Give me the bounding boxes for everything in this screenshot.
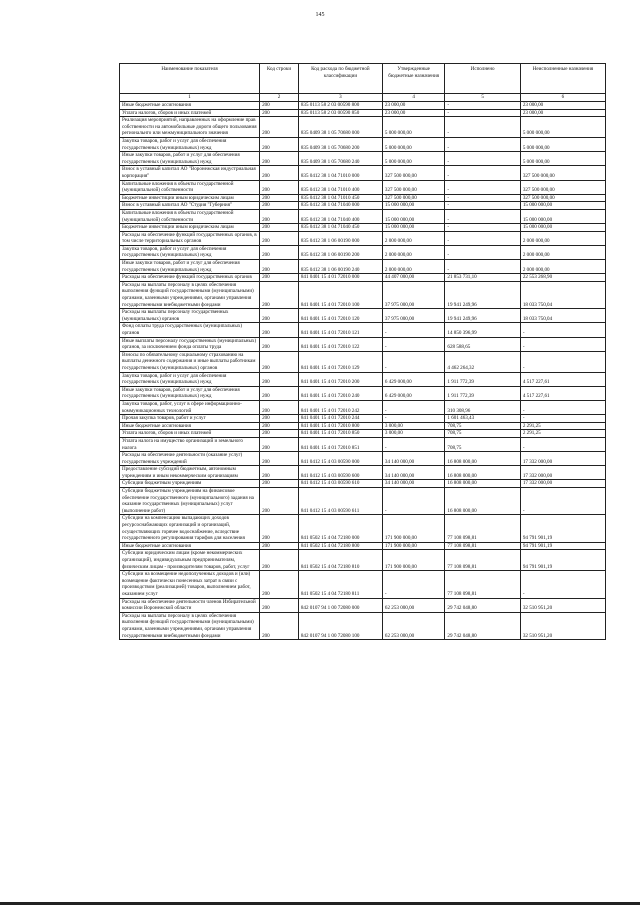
row-remaining: 2 291,25: [520, 422, 605, 430]
row-executed: 16 808 000,00: [445, 488, 520, 515]
row-name: Капитальные вложения в объекты государственной (муниципальной) собственности: [120, 180, 260, 194]
table-row: [120, 224, 606, 232]
row-approved: 23 000,00: [382, 109, 445, 117]
table-row: [120, 109, 606, 117]
row-remaining: 15 000 000,00: [520, 209, 605, 223]
row-name: Фонд оплаты труда государственных (муниципальных) органов: [120, 323, 260, 337]
header-index-2: 2: [260, 94, 299, 102]
row-remaining: -: [520, 437, 605, 451]
table-row: [120, 281, 606, 308]
row-remaining: 2 000 000,00: [520, 245, 605, 259]
row-name: Субсидии на компенсацию выпадающих доходов ресурсоснабжающих организаций и организаций, осуществляющих горячее водоснабжение, вследствие государственного регулирования тарифов для населения: [120, 515, 260, 542]
row-classification: 841 0401 15 4 01 72010 242: [298, 400, 382, 414]
row-code: 200: [260, 542, 299, 550]
table-row: [120, 309, 606, 323]
row-classification: 835 0113 58 2 03 00590 850: [298, 109, 382, 117]
row-remaining: 2 291,25: [520, 430, 605, 438]
row-code: 200: [260, 515, 299, 542]
row-remaining: 18 033 750,04: [520, 309, 605, 323]
row-approved: 37 975 000,00: [382, 281, 445, 308]
row-name: Расходы на выплаты персоналу в целях обеспечения выполнения функций государственными (муниципальными) органами, казенными учреждениями, органами управления государственными внебюджетными фондами: [120, 612, 260, 639]
table-row: [120, 612, 606, 639]
row-approved: 327 500 000,00: [382, 194, 445, 202]
row-code: 200: [260, 109, 299, 117]
row-classification: 841 0502 15 4 04 72180 810: [298, 550, 382, 571]
row-approved: -: [382, 337, 445, 351]
row-name: Взносы по обязательному социальному страхованию на выплаты денежного содержания и иные выплаты работникам государственных (муниципальных) органов: [120, 351, 260, 372]
table-row: [120, 102, 606, 110]
row-name: Иные закупки товаров, работ и услуг для обеспечения государственных (муниципальных) нужд: [120, 386, 260, 400]
table-row: [120, 386, 606, 400]
row-classification: 835 0412 38 1 04 71040 450: [298, 224, 382, 232]
row-remaining: 23 000,00: [520, 109, 605, 117]
row-classification: 841 0502 15 4 04 72180 800: [298, 542, 382, 550]
row-code: 200: [260, 480, 299, 488]
row-code: 200: [260, 309, 299, 323]
table-row: [120, 571, 606, 598]
row-remaining: 327 500 000,00: [520, 194, 605, 202]
row-approved: 6 429 000,00: [382, 372, 445, 386]
row-code: 200: [260, 466, 299, 480]
table-row: [120, 337, 606, 351]
row-classification: 835 0412 38 1 04 71010 450: [298, 194, 382, 202]
row-executed: -: [445, 117, 520, 138]
row-code: 200: [260, 117, 299, 138]
row-approved: 3 000,00: [382, 422, 445, 430]
row-approved: 6 429 000,00: [382, 386, 445, 400]
row-remaining: 17 332 000,00: [520, 480, 605, 488]
row-approved: 327 500 000,00: [382, 166, 445, 180]
row-approved: 15 000 000,00: [382, 209, 445, 223]
header-index-1: 1: [120, 94, 260, 102]
row-classification: 841 0401 15 4 01 72010 129: [298, 351, 382, 372]
table-row: [120, 437, 606, 451]
row-executed: 708,75: [445, 422, 520, 430]
row-executed: 4 462 264,32: [445, 351, 520, 372]
row-remaining: 94 791 901,19: [520, 515, 605, 542]
row-executed: 708,75: [445, 430, 520, 438]
table-row: [120, 515, 606, 542]
row-classification: 842 0107 94 1 00 72080 000: [298, 598, 382, 612]
row-classification: 841 0401 15 4 01 72010 200: [298, 372, 382, 386]
row-code: 200: [260, 180, 299, 194]
table-row: [120, 488, 606, 515]
header-executed: Исполнено: [445, 64, 520, 94]
row-name: Иные закупки товаров, работ и услуг для обеспечения государственных (муниципальных) нужд: [120, 152, 260, 166]
row-code: 200: [260, 488, 299, 515]
row-name: Взнос в уставный капитал АО "Студия "Губерния": [120, 202, 260, 210]
header-index-4: 4: [382, 94, 445, 102]
table-row: [120, 202, 606, 210]
row-executed: -: [445, 194, 520, 202]
table-row: [120, 260, 606, 274]
row-code: 200: [260, 612, 299, 639]
row-executed: -: [445, 109, 520, 117]
table-row: [120, 415, 606, 423]
row-remaining: 15 000 000,00: [520, 202, 605, 210]
row-approved: 34 140 000,00: [382, 466, 445, 480]
row-executed: -: [445, 245, 520, 259]
header-code: Код строки: [260, 64, 299, 94]
row-remaining: 5 000 000,00: [520, 137, 605, 151]
row-executed: -: [445, 224, 520, 232]
row-executed: -: [445, 152, 520, 166]
row-approved: -: [382, 351, 445, 372]
row-executed: -: [445, 202, 520, 210]
row-code: 200: [260, 323, 299, 337]
row-remaining: 15 000 000,00: [520, 224, 605, 232]
row-approved: 2 000 000,00: [382, 260, 445, 274]
header-classification: Код расхода по бюджетной классификации: [298, 64, 382, 94]
row-executed: -: [445, 209, 520, 223]
table-row: [120, 452, 606, 466]
row-name: Закупка товаров, работ и услуг для обеспечения государственных (муниципальных) нужд: [120, 372, 260, 386]
row-approved: 62 253 000,00: [382, 612, 445, 639]
row-approved: 327 500 000,00: [382, 180, 445, 194]
row-classification: 842 0107 94 1 00 72080 100: [298, 612, 382, 639]
row-approved: 15 000 000,00: [382, 224, 445, 232]
row-remaining: 32 510 951,20: [520, 612, 605, 639]
header-approved: Утвержденные бюджетные назначения: [382, 64, 445, 94]
row-code: 200: [260, 231, 299, 245]
row-remaining: 4 517 227,61: [520, 386, 605, 400]
row-code: 200: [260, 400, 299, 414]
row-remaining: -: [520, 337, 605, 351]
table-row: [120, 209, 606, 223]
row-classification: 835 0412 38 1 06 00190 000: [298, 231, 382, 245]
row-approved: 5 000 000,00: [382, 152, 445, 166]
row-executed: -: [445, 102, 520, 110]
row-approved: 171 900 000,00: [382, 550, 445, 571]
row-code: 200: [260, 281, 299, 308]
row-classification: 835 0412 38 1 06 00190 200: [298, 245, 382, 259]
row-code: 200: [260, 422, 299, 430]
row-classification: 841 0502 15 4 04 72180 000: [298, 515, 382, 542]
row-code: 200: [260, 260, 299, 274]
row-executed: -: [445, 180, 520, 194]
row-name: Расходы на выплаты персоналу государственных (муниципальных) органов: [120, 309, 260, 323]
row-classification: 841 0401 15 4 01 72010 850: [298, 430, 382, 438]
row-approved: 62 253 000,00: [382, 598, 445, 612]
header-name: Наименование показателя: [120, 64, 260, 94]
row-name: Закупка товаров, работ, услуг в сфере информационно-коммуникационных технологий: [120, 400, 260, 414]
row-code: 200: [260, 166, 299, 180]
header-remaining: Неисполненные назначения: [520, 64, 605, 94]
row-name: Расходы на обеспечение деятельности членов Избирательной комиссии Воронежской области: [120, 598, 260, 612]
row-name: Расходы на обеспечение функций государственных органов, в том числе территориальных органов: [120, 231, 260, 245]
row-name: Иные бюджетные ассигнования: [120, 422, 260, 430]
row-remaining: 22 553 268,90: [520, 274, 605, 282]
row-classification: 835 0409 38 1 05 70680 200: [298, 137, 382, 151]
row-classification: 841 0412 15 4 03 00590 611: [298, 488, 382, 515]
row-name: Взнос в уставный капитал АО "Воронежская индустриальная корпорация": [120, 166, 260, 180]
row-classification: 841 0401 15 4 01 72010 120: [298, 309, 382, 323]
row-code: 200: [260, 224, 299, 232]
row-classification: 835 0412 38 1 04 71010 400: [298, 180, 382, 194]
row-code: 200: [260, 152, 299, 166]
row-executed: 19 941 249,96: [445, 309, 520, 323]
header-index-3: 3: [298, 94, 382, 102]
row-remaining: 94 791 901,19: [520, 542, 605, 550]
table-row: [120, 598, 606, 612]
row-code: 200: [260, 386, 299, 400]
row-approved: 2 000 000,00: [382, 245, 445, 259]
table-row: [120, 274, 606, 282]
row-code: 200: [260, 415, 299, 423]
header-row: [120, 64, 606, 94]
row-executed: 628 588,65: [445, 337, 520, 351]
row-executed: 29 742 048,80: [445, 612, 520, 639]
row-executed: 16 808 000,00: [445, 480, 520, 488]
table-row: [120, 422, 606, 430]
row-approved: 171 900 000,00: [382, 542, 445, 550]
row-executed: 29 742 048,80: [445, 598, 520, 612]
row-approved: 3 000,00: [382, 430, 445, 438]
row-approved: 5 000 000,00: [382, 117, 445, 138]
row-approved: 23 000,00: [382, 102, 445, 110]
table-row: [120, 194, 606, 202]
row-classification: 835 0409 38 1 05 70680 000: [298, 117, 382, 138]
row-classification: 841 0412 15 4 03 00590 600: [298, 466, 382, 480]
row-executed: 1 911 772,39: [445, 386, 520, 400]
row-approved: 44 407 000,00: [382, 274, 445, 282]
row-executed: 708,75: [445, 437, 520, 451]
row-classification: 841 0401 15 4 01 72010 800: [298, 422, 382, 430]
row-approved: 5 000 000,00: [382, 137, 445, 151]
row-code: 200: [260, 202, 299, 210]
row-executed: 19 941 249,96: [445, 281, 520, 308]
row-name: Субсидии бюджетным учреждениям на финансовое обеспечение государственного (муниципального) задания на оказание государственных (муниципальных) услуг (выполнение работ): [120, 488, 260, 515]
row-code: 200: [260, 245, 299, 259]
table-row: [120, 180, 606, 194]
row-classification: 835 0412 38 1 04 71040 400: [298, 209, 382, 223]
row-classification: 835 0412 38 1 04 71040 000: [298, 202, 382, 210]
row-remaining: -: [520, 571, 605, 598]
header-index-6: 6: [520, 94, 605, 102]
row-remaining: 5 000 000,00: [520, 117, 605, 138]
row-code: 200: [260, 430, 299, 438]
row-code: 200: [260, 351, 299, 372]
row-executed: 77 108 098,81: [445, 542, 520, 550]
row-code: 200: [260, 550, 299, 571]
table-row: [120, 117, 606, 138]
row-code: 200: [260, 337, 299, 351]
row-classification: 841 0401 15 4 01 72010 121: [298, 323, 382, 337]
row-executed: -: [445, 231, 520, 245]
row-classification: 835 0412 38 1 04 71010 000: [298, 166, 382, 180]
row-code: 200: [260, 274, 299, 282]
row-name: Уплата налога на имущество организаций и земельного налога: [120, 437, 260, 451]
row-name: Субсидии на возмещение недополученных доходов и (или) возмещение фактически понесенных затрат в связи с производством (реализацией) товаров, выполнением работ, оказанием услуг: [120, 571, 260, 598]
row-approved: 37 975 000,00: [382, 309, 445, 323]
row-classification: 841 0401 15 4 01 72010 240: [298, 386, 382, 400]
row-classification: 841 0412 15 4 03 00590 610: [298, 480, 382, 488]
row-executed: 77 108 098,81: [445, 515, 520, 542]
table-row: [120, 137, 606, 151]
row-remaining: 4 517 227,61: [520, 372, 605, 386]
table-row: [120, 231, 606, 245]
row-executed: -: [445, 137, 520, 151]
row-approved: 2 000 000,00: [382, 231, 445, 245]
row-remaining: 5 000 000,00: [520, 152, 605, 166]
row-classification: 841 0401 15 4 01 72010 100: [298, 281, 382, 308]
table-row: [120, 400, 606, 414]
row-classification: 835 0113 58 2 03 00590 800: [298, 102, 382, 110]
row-code: 200: [260, 372, 299, 386]
row-name: Уплата налогов, сборов и иных платежей: [120, 109, 260, 117]
row-classification: 841 0412 15 4 03 00590 000: [298, 452, 382, 466]
row-executed: 77 108 098,81: [445, 571, 520, 598]
row-remaining: 23 000,00: [520, 102, 605, 110]
row-executed: 21 853 731,10: [445, 274, 520, 282]
row-name: Предоставление субсидий бюджетным, автономным учреждениям и иным некоммерческим организациям: [120, 466, 260, 480]
table-row: [120, 480, 606, 488]
row-name: Прочая закупка товаров, работ и услуг: [120, 415, 260, 423]
table-row: [120, 152, 606, 166]
row-classification: 841 0401 15 4 01 72010 122: [298, 337, 382, 351]
row-remaining: -: [520, 400, 605, 414]
table-row: [120, 245, 606, 259]
row-name: Реализация мероприятий, направленных на оформление прав собственности на автомобильные дороги общего пользования региональнго или межмуниципального значения: [120, 117, 260, 138]
row-name: Бюджетные инвестиции иным юридическим лицам: [120, 224, 260, 232]
row-executed: -: [445, 260, 520, 274]
row-approved: 34 140 000,00: [382, 452, 445, 466]
row-executed: 14 850 396,99: [445, 323, 520, 337]
table-row: [120, 430, 606, 438]
row-code: 200: [260, 194, 299, 202]
row-name: Закупка товаров, работ и услуг для обеспечения государственных (муниципальных) нужд: [120, 137, 260, 151]
row-code: 200: [260, 437, 299, 451]
row-classification: 841 0401 15 4 01 72010 851: [298, 437, 382, 451]
row-name: Расходы на выплаты персоналу в целях обеспечения выполнения функций государственными (муниципальными) органами, казенными учреждениями, органами управления государственными внебюджетными фондами: [120, 281, 260, 308]
row-executed: 1 601 463,43: [445, 415, 520, 423]
row-classification: 841 0502 15 4 04 72180 811: [298, 571, 382, 598]
row-executed: 16 808 000,00: [445, 466, 520, 480]
row-remaining: -: [520, 351, 605, 372]
table-row: [120, 351, 606, 372]
row-classification: 841 0401 15 4 01 72010 000: [298, 274, 382, 282]
row-name: Капитальные вложения в объекты государственной (муниципальной) собственности: [120, 209, 260, 223]
row-code: 200: [260, 102, 299, 110]
row-classification: 835 0409 38 1 05 70680 240: [298, 152, 382, 166]
row-executed: 1 911 772,39: [445, 372, 520, 386]
row-approved: -: [382, 571, 445, 598]
row-executed: 16 808 000,00: [445, 452, 520, 466]
row-name: Закупка товаров, работ и услуг для обеспечения государственных (муниципальных) нужд: [120, 245, 260, 259]
row-name: Расходы на обеспечение функций государственных органов: [120, 274, 260, 282]
row-remaining: 94 791 901,19: [520, 550, 605, 571]
row-code: 200: [260, 452, 299, 466]
row-name: Уплата налогов, сборов и иных платежей: [120, 430, 260, 438]
row-executed: 77 108 098,81: [445, 550, 520, 571]
row-remaining: 32 510 951,20: [520, 598, 605, 612]
row-remaining: 2 000 000,00: [520, 260, 605, 274]
row-approved: -: [382, 488, 445, 515]
row-name: Иные бюджетные ассигнования: [120, 102, 260, 110]
expenditure-table: [119, 63, 606, 640]
header-index-row: [120, 94, 606, 102]
table-row: [120, 372, 606, 386]
page-number: 145: [315, 12, 325, 18]
row-remaining: 18 033 750,04: [520, 281, 605, 308]
row-approved: -: [382, 437, 445, 451]
row-name: Субсидии бюджетным учреждениям: [120, 480, 260, 488]
table-row: [120, 466, 606, 480]
row-approved: 171 900 000,00: [382, 515, 445, 542]
row-remaining: -: [520, 488, 605, 515]
table-row: [120, 550, 606, 571]
row-code: 200: [260, 209, 299, 223]
row-code: 200: [260, 137, 299, 151]
row-approved: 15 000 000,00: [382, 202, 445, 210]
row-classification: 835 0412 38 1 06 00190 240: [298, 260, 382, 274]
row-remaining: 327 500 000,00: [520, 180, 605, 194]
table-body: [120, 102, 606, 640]
row-code: 200: [260, 598, 299, 612]
row-approved: -: [382, 323, 445, 337]
row-executed: 310 308,96: [445, 400, 520, 414]
row-remaining: 327 500 000,00: [520, 166, 605, 180]
header-index-5: 5: [445, 94, 520, 102]
table-row: [120, 323, 606, 337]
row-approved: -: [382, 415, 445, 423]
row-remaining: -: [520, 415, 605, 423]
row-remaining: 17 332 000,00: [520, 452, 605, 466]
table-row: [120, 542, 606, 550]
row-remaining: 17 332 000,00: [520, 466, 605, 480]
row-name: Расходы на обеспечение деятельности (оказание услуг) государственных учреждений: [120, 452, 260, 466]
row-classification: 841 0401 15 4 01 72010 244: [298, 415, 382, 423]
row-executed: -: [445, 166, 520, 180]
row-approved: 34 140 000,00: [382, 480, 445, 488]
row-name: Субсидии юридическим лицам (кроме некоммерческих организаций), индивидуальным предпринимателям, физическим лицам - производителям товаров, работ, услуг: [120, 550, 260, 571]
row-name: Иные бюджетные ассигнования: [120, 542, 260, 550]
row-name: Иные закупки товаров, работ и услуг для обеспечения государственных (муниципальных) нужд: [120, 260, 260, 274]
row-approved: -: [382, 400, 445, 414]
row-name: Иные выплаты персоналу государственных (муниципальных) органов, за исключением фонда оплаты труда: [120, 337, 260, 351]
row-remaining: -: [520, 323, 605, 337]
row-code: 200: [260, 571, 299, 598]
table-row: [120, 166, 606, 180]
row-name: Бюджетные инвестиции иным юридическим лицам: [120, 194, 260, 202]
row-remaining: 2 000 000,00: [520, 231, 605, 245]
